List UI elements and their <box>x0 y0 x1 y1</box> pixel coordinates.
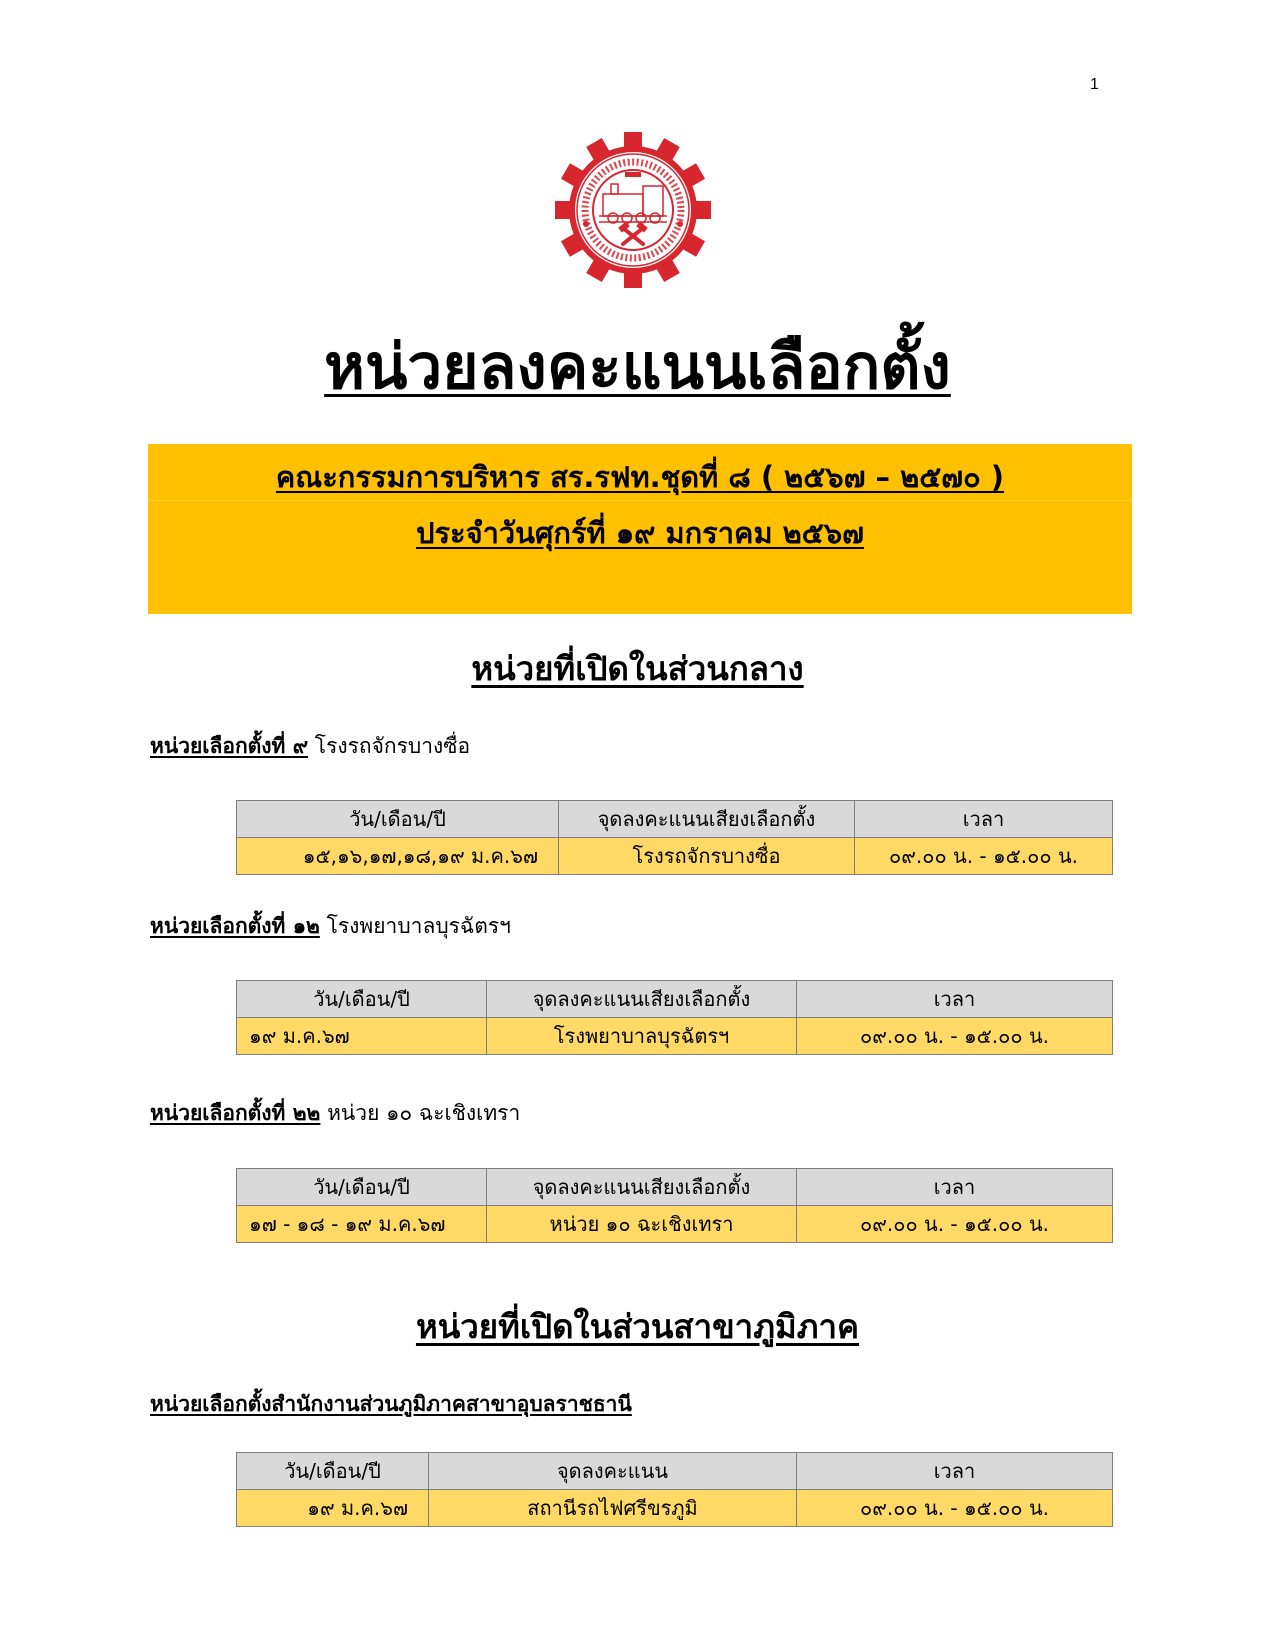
union-logo <box>555 132 711 288</box>
table-row <box>237 1206 1113 1243</box>
banner-date-line: ประจำวันศุกร์ที่ ๑๙ มกราคม ๒๕๖๗ <box>416 516 864 550</box>
cell-location: หน่วย ๑๐ ฉะเชิงเทรา <box>487 1206 797 1243</box>
unit-number-label: หน่วยเลือกตั้งสำนักงานส่วนภูมิภาคสาขาอุบลราชธานี <box>150 1392 632 1416</box>
unit-heading <box>150 1388 632 1421</box>
header-date: วัน/เดือน/ปี <box>237 1453 429 1490</box>
unit-number-label: หน่วยเลือกตั้งที่ ๙ <box>150 734 309 758</box>
table-header-row <box>237 1169 1113 1206</box>
schedule-table <box>236 800 1113 875</box>
header-location: จุดลงคะแนนเสียงเลือกตั้ง <box>559 801 855 838</box>
committee-banner <box>148 444 1132 614</box>
cell-date: ๑๗ - ๑๘ - ๑๙ ม.ค.๖๗ <box>237 1206 487 1243</box>
header-location: จุดลงคะแนนเสียงเลือกตั้ง <box>487 1169 797 1206</box>
cell-time: ๐๙.๐๐ น. - ๑๕.๐๐ น. <box>797 1206 1113 1243</box>
table-row <box>237 838 1113 875</box>
cell-date: ๑๕,๑๖,๑๗,๑๘,๑๙ ม.ค.๖๗ <box>237 838 559 875</box>
page-title: หน่วยลงคะแนนเลือกตั้ง <box>324 330 951 403</box>
cell-location: สถานีรถไฟศรีขรภูมิ <box>429 1490 797 1527</box>
unit-number-label: หน่วยเลือกตั้งที่ ๒๒ <box>150 1101 321 1125</box>
table-header-row <box>237 1453 1113 1490</box>
unit-place-label: โรงพยาบาลบุรฉัตรฯ <box>326 914 511 938</box>
table-row <box>237 1490 1113 1527</box>
cell-date: ๑๙ ม.ค.๖๗ <box>237 1490 429 1527</box>
table-header-row <box>237 981 1113 1018</box>
header-time: เวลา <box>797 1169 1113 1206</box>
section-central-heading: หน่วยที่เปิดในส่วนกลาง <box>471 649 804 688</box>
header-location: จุดลงคะแนนเสียงเลือกตั้ง <box>487 981 797 1018</box>
header-time: เวลา <box>797 1453 1113 1490</box>
unit-heading <box>150 910 511 943</box>
header-date: วัน/เดือน/ปี <box>237 981 487 1018</box>
cell-location: โรงรถจักรบางซื่อ <box>559 838 855 875</box>
unit-number-label: หน่วยเลือกตั้งที่ ๑๒ <box>150 914 320 938</box>
cell-location: โรงพยาบาลบุรฉัตรฯ <box>487 1018 797 1055</box>
header-time: เวลา <box>855 801 1113 838</box>
schedule-table <box>236 980 1113 1055</box>
schedule-table <box>236 1452 1113 1527</box>
cell-date: ๑๙ ม.ค.๖๗ <box>237 1018 487 1055</box>
header-time: เวลา <box>797 981 1113 1018</box>
cell-time: ๐๙.๐๐ น. - ๑๕.๐๐ น. <box>797 1018 1113 1055</box>
unit-heading <box>150 1097 520 1130</box>
section-regional-heading: หน่วยที่เปิดในส่วนสาขาภูมิภาค <box>415 1307 860 1346</box>
cell-time: ๐๙.๐๐ น. - ๑๕.๐๐ น. <box>855 838 1113 875</box>
table-header-row <box>237 801 1113 838</box>
header-date: วัน/เดือน/ปี <box>237 801 559 838</box>
header-location: จุดลงคะแนน <box>429 1453 797 1490</box>
unit-place-label: หน่วย ๑๐ ฉะเชิงเทรา <box>327 1101 521 1125</box>
banner-divider <box>148 500 1132 501</box>
unit-place-label: โรงรถจักรบางซื่อ <box>314 734 471 758</box>
unit-heading <box>150 730 470 763</box>
schedule-table <box>236 1168 1113 1243</box>
table-row <box>237 1018 1113 1055</box>
cell-time: ๐๙.๐๐ น. - ๑๕.๐๐ น. <box>797 1490 1113 1527</box>
header-date: วัน/เดือน/ปี <box>237 1169 487 1206</box>
page-number: 1 <box>1090 76 1099 93</box>
banner-committee-line: คณะกรรมการบริหาร สร.รฟท.ชุดที่ ๘ ( ๒๕๖๗ – ๒๕๗๐ ) <box>275 460 1005 494</box>
